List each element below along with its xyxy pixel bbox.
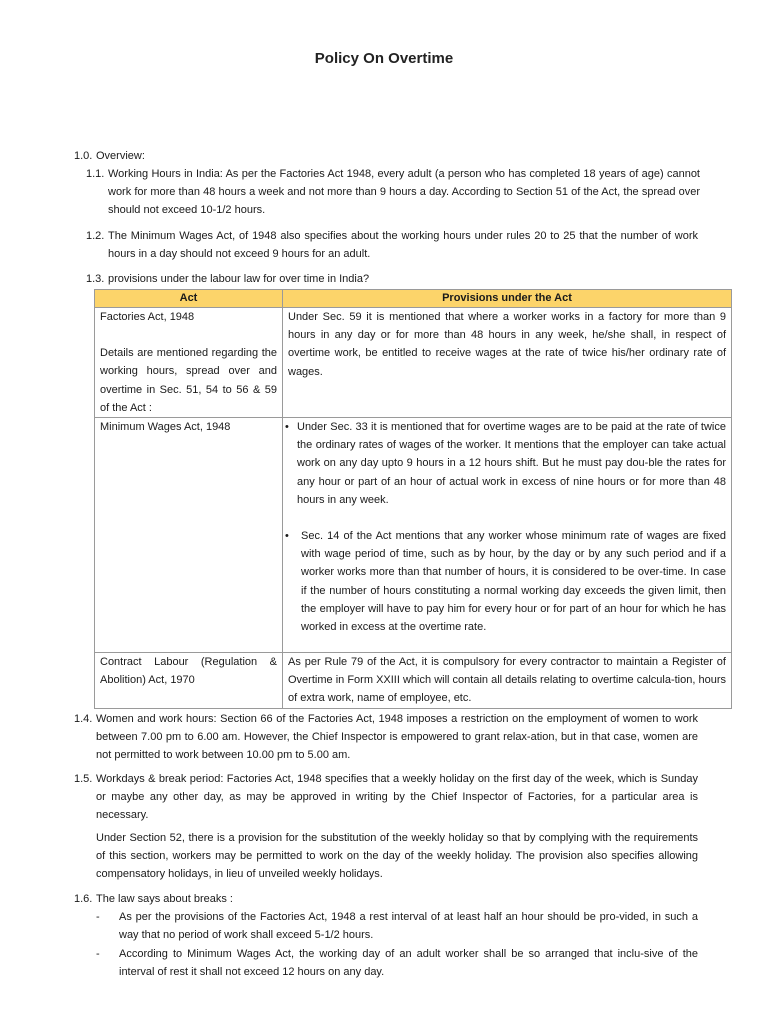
section-number: 1.0. [74, 150, 93, 162]
provision-bullet [285, 527, 726, 636]
table-header-row [95, 290, 732, 308]
column-header-act: Act [95, 290, 283, 308]
paragraph-working-hours: Working Hours in India: As per the Factories Act 1948, every adult (a person who has completed 18 years of age) cannot work for more than 48 hours a week and not more than 9 hours a day. According to Section 51 of the Act, the spread over should not exceed 10-1/2 hours. [108, 168, 700, 217]
paragraph-provisions-intro: provisions under the labour law for over time in India? [108, 273, 370, 285]
provision-text: Under Sec. 59 it is mentioned that where a worker works in a factory for more than 9 hours in any day or for more than 48 hours in any week, he/she shall, in respect of overtime work, be entitled to receive wages at the rate of twice his/her ordinary rate of wages. [288, 311, 726, 378]
page-title: Policy On Overtime [314, 50, 454, 67]
bullet-icon: • [285, 530, 289, 543]
paragraph-breaks-intro: The law says about breaks : [96, 893, 233, 905]
act-name: Contract Labour (Regulation & Abolition) Act, 1970 [100, 656, 277, 687]
section-number: 1.2. [86, 230, 105, 242]
bullet-text: Sec. 14 of the Act mentions that any worker whose minimum rate of wages are fixed with wage period of time, such as by hour, by the day or by any such period and if a worker works more than that number of hours, it is considered to be over-time. In case if the number of hours constituting a normal working day exceeds the given limit, then the employer will have to pay him for every hour or for part of an hour for which he has worked in excess at the overtime rate. [301, 530, 726, 634]
paragraph-women-work-hours: Women and work hours: Section 66 of the Factories Act, 1948 imposes a restriction on the employment of women to work between 7.00 pm to 6.00 am. However, the Chief Inspector is empowered to grant relax-ation, but in that case, women are not permitted to work between 10.00 pm to 5.00 am. [96, 713, 698, 762]
act-note: Details are mentioned regarding the working hours, spread over and overtime in Sec. 51, 54 to 56 & 59 of the Act : [100, 347, 277, 414]
list-item: As per the provisions of the Factories Act, 1948 a rest interval of at least half an hour should be pro-vided, in such a way that no period of work shall exceed 5-1/2 hours. [119, 911, 698, 942]
table-row [95, 308, 732, 418]
act-cell [95, 653, 283, 709]
section-heading-overview: Overview: [96, 150, 145, 162]
act-name: Factories Act, 1948 [100, 311, 195, 323]
paragraph-weekly-holiday-substitution: Under Section 52, there is a provision for the substitution of the weekly holiday so that by complying with the requirements of this section, workers may be permitted to work on the day of the weekly holiday. The provision also specifies allowing compensatory holidays, in lieu of unveiled weekly holidays. [96, 832, 698, 881]
table-row [95, 418, 732, 653]
act-name: Minimum Wages Act, 1948 [100, 421, 231, 434]
paragraph-minimum-wages: The Minimum Wages Act, of 1948 also specifies about the working hours under rules 20 to 25 that the number of work hours in a day should not exceed 9 hours for an adult. [108, 230, 698, 261]
list-item: According to Minimum Wages Act, the working day of an adult worker shall be so arranged that inclu-sive of the interval of rest it shall not exceed 12 hours on any day. [119, 948, 698, 979]
section-number: 1.6. [74, 893, 93, 905]
provision-cell [283, 653, 732, 709]
provision-bullet [285, 418, 726, 509]
column-header-provisions: Provisions under the Act [283, 290, 732, 308]
bullet-icon: • [285, 421, 289, 434]
bullet-text: Under Sec. 33 it is mentioned that for overtime wages are to be paid at the rate of twice the ordinary rates of wages of the worker. It mentions that the employer can take actual work on any day upto 9 hours in a 12 hours shift. But he must pay dou-ble the rates for any hour or part of an hour of actual work in excess of nine hours or for more than 48 hours in any week. [297, 421, 726, 506]
section-number: 1.5. [74, 773, 93, 785]
act-cell [95, 418, 283, 653]
dash-marker: - [96, 911, 100, 923]
provisions-table [94, 289, 732, 709]
dash-marker: - [96, 948, 100, 960]
section-number: 1.3. [86, 273, 105, 285]
act-cell [95, 308, 283, 418]
provision-cell [283, 308, 732, 418]
provision-cell [283, 418, 732, 653]
provision-text: As per Rule 79 of the Act, it is compulsory for every contractor to maintain a Register of Overtime in Form XXIII which will contain all details relating to overtime calcula-tion, hours of extra work, name of employee, etc. [288, 656, 726, 705]
section-number: 1.1. [86, 168, 105, 180]
table-row [95, 653, 732, 709]
paragraph-workdays: Workdays & break period: Factories Act, 1948 specifies that a weekly holiday on the first day of the week, which is Sunday or maybe any other day, as may be approved in writing by the Chief Inspector of Factories, for a particular area is necessary. [96, 773, 698, 822]
section-number: 1.4. [74, 713, 93, 725]
